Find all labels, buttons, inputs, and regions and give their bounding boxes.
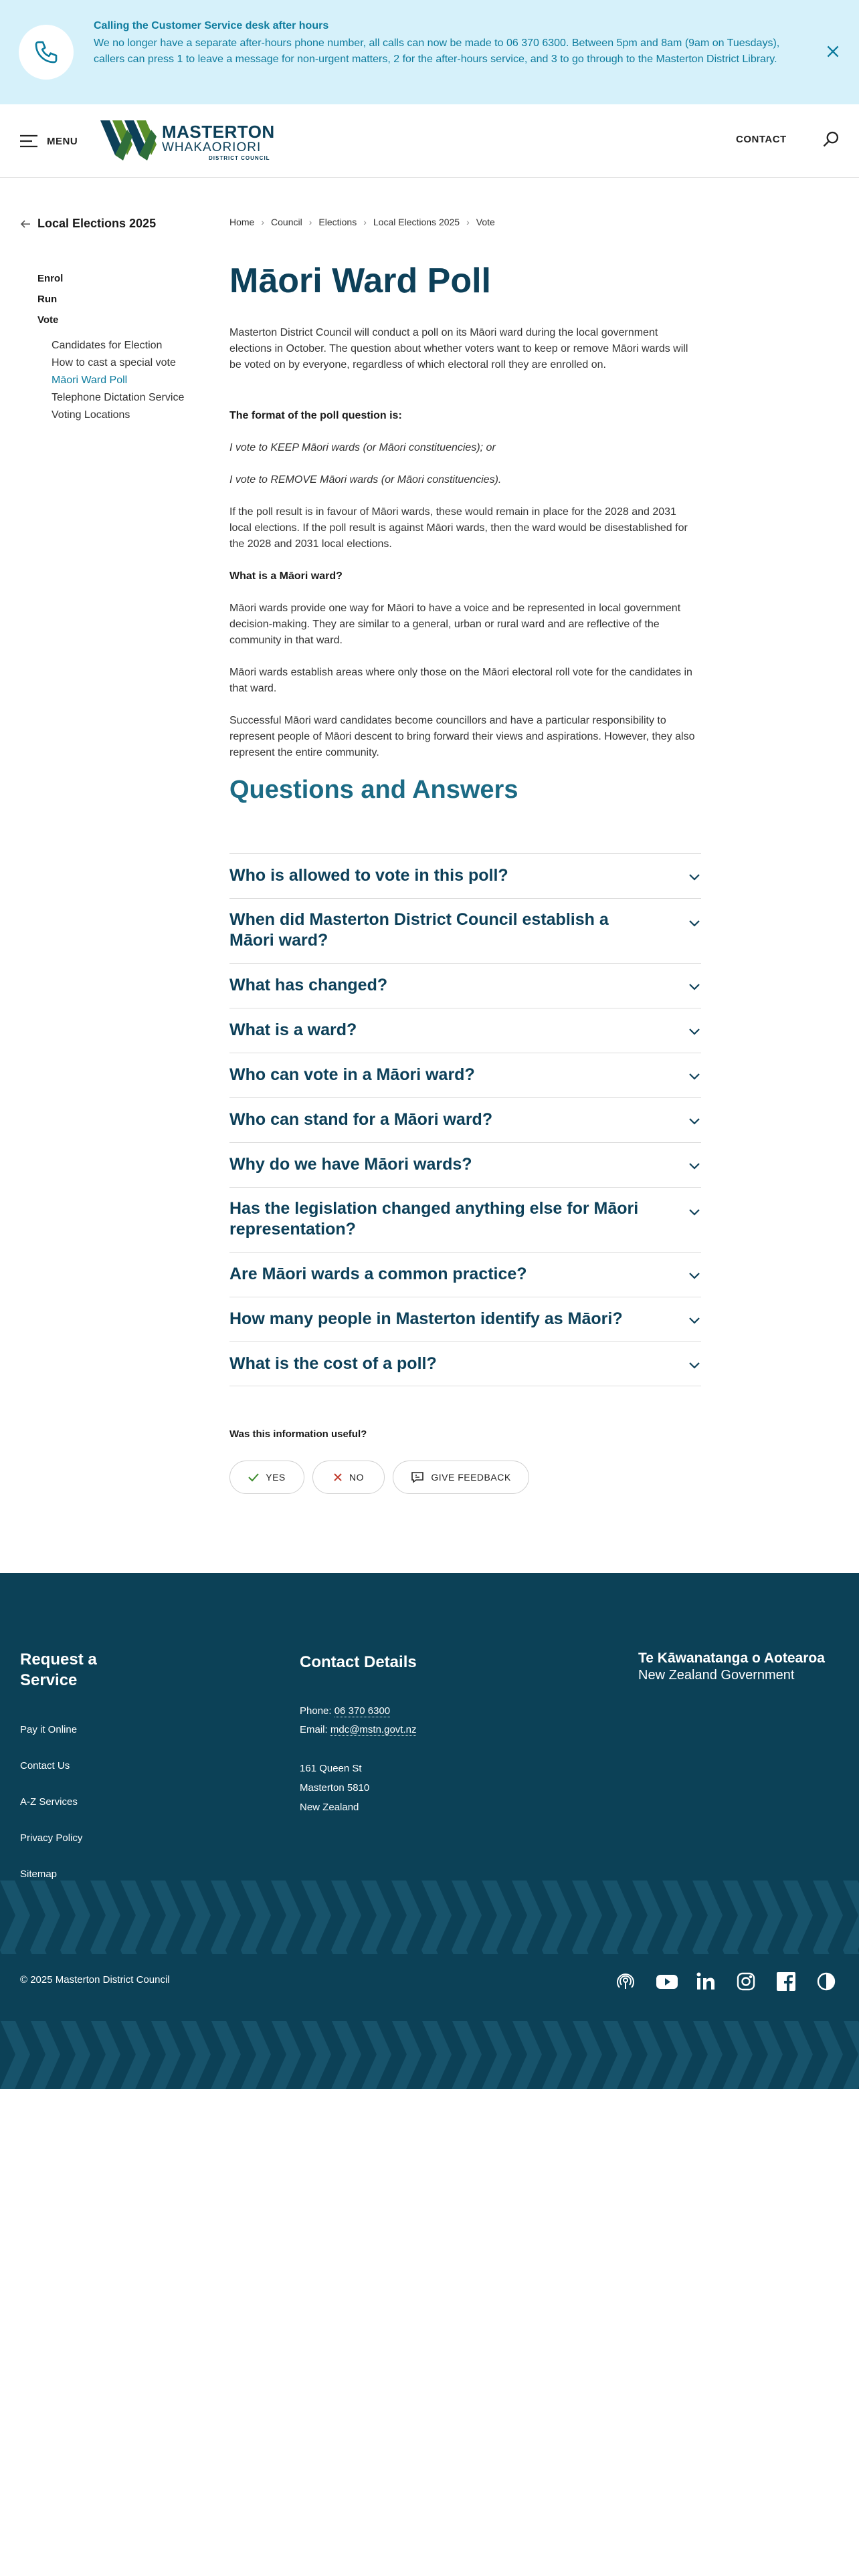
- sidebar-back-link[interactable]: [20, 217, 156, 231]
- logo-line1: MASTERTON: [162, 122, 275, 142]
- faq-item[interactable]: [229, 963, 701, 1008]
- format-heading: The format of the poll question is:: [229, 410, 402, 421]
- faq-item[interactable]: [229, 1097, 701, 1142]
- faq-item[interactable]: [229, 1297, 701, 1341]
- intro-paragraph: Masterton District Council will conduct a poll on its Māori ward during the local government elections in October. The question about whether voters want to keep or remove Māori wards will be voted on by everyone, regardless of which electoral roll they are enrolled on.: [229, 327, 688, 370]
- menu-label: MENU: [47, 135, 78, 147]
- phone-link[interactable]: 06 370 6300: [334, 1705, 391, 1717]
- faq-question: Who is allowed to vote in this poll?: [229, 866, 508, 885]
- chevron-down-icon: [688, 1069, 701, 1083]
- sidebar-item-telephone-dictation[interactable]: Telephone Dictation Service: [52, 392, 185, 403]
- faq-question: Who can stand for a Māori ward?: [229, 1110, 493, 1129]
- sidebar-item-run[interactable]: Run: [37, 294, 58, 305]
- logo-mark-icon: [100, 120, 159, 160]
- footer-link-az-services[interactable]: A-Z Services: [20, 1796, 78, 1808]
- chevron-down-icon: [688, 916, 701, 930]
- qa-heading: Questions and Answers: [229, 776, 518, 804]
- phone-icon: [33, 39, 60, 66]
- phone-label: Phone:: [300, 1705, 332, 1717]
- faq-question: Why do we have Māori wards?: [229, 1155, 472, 1174]
- youtube-icon[interactable]: [656, 1971, 678, 1992]
- chevron-down-icon: [688, 1205, 701, 1218]
- chevron-down-icon: [688, 1269, 701, 1282]
- podcast-icon[interactable]: [615, 1971, 636, 1992]
- search-icon[interactable]: [822, 130, 840, 148]
- footer-link-pay-online[interactable]: Pay it Online: [20, 1724, 78, 1735]
- faq-item[interactable]: [229, 1341, 701, 1386]
- contact-link[interactable]: CONTACT: [736, 134, 787, 145]
- hamburger-icon: [20, 134, 37, 148]
- address-line: 161 Queen St: [300, 1763, 362, 1774]
- faq-question: What is a ward?: [229, 1021, 357, 1039]
- footer-link-privacy[interactable]: Privacy Policy: [20, 1832, 83, 1844]
- faq-question: Who can vote in a Māori ward?: [229, 1065, 475, 1084]
- faq-item[interactable]: [229, 1187, 701, 1252]
- faq-item[interactable]: [229, 898, 701, 963]
- page-title: Māori Ward Poll: [229, 261, 491, 300]
- breadcrumb-council[interactable]: Council: [271, 217, 302, 227]
- site-logo[interactable]: [100, 120, 281, 162]
- contact-details-heading: Contact Details: [300, 1653, 417, 1671]
- alert-title: Calling the Customer Service desk after hours: [94, 20, 329, 31]
- feedback-yes-label: YES: [266, 1472, 286, 1483]
- footer-email: [300, 1724, 416, 1735]
- faq-question: What is the cost of a poll?: [229, 1354, 437, 1373]
- faq-question: How many people in Masterton identify as Māori?: [229, 1309, 623, 1328]
- facebook-icon[interactable]: [776, 1971, 796, 1992]
- phone-icon-circle: [19, 25, 74, 80]
- site-header: [0, 104, 859, 178]
- breadcrumb-vote: Vote: [476, 217, 495, 227]
- sidebar-item-candidates[interactable]: Candidates for Election: [52, 340, 163, 351]
- breadcrumb-local-elections[interactable]: Local Elections 2025: [373, 217, 460, 227]
- menu-button[interactable]: [20, 131, 78, 151]
- chevron-right-icon: ›: [466, 217, 470, 227]
- arrow-left-icon: [20, 219, 31, 229]
- sidebar-item-voting-locations[interactable]: Voting Locations: [52, 409, 130, 421]
- breadcrumb: [229, 217, 495, 227]
- address-line: New Zealand: [300, 1802, 359, 1813]
- instagram-icon[interactable]: [736, 1971, 756, 1992]
- faq-question: What has changed?: [229, 976, 388, 994]
- maori-ward-paragraph-2: Māori wards establish areas where only those on the Māori electoral roll vote for the candidates in that ward.: [229, 667, 692, 694]
- faq-item[interactable]: [229, 1008, 701, 1053]
- poll-option-remove: I vote to REMOVE Māori wards (or Māori constituencies).: [229, 474, 502, 486]
- chevron-down-icon: [688, 1313, 701, 1327]
- chevron-down-icon: [688, 1159, 701, 1172]
- alert-body: We no longer have a separate after-hours phone number, all calls can now be made to 06 370 6300. Between 5pm and 8am (9am on Tuesdays), callers can press 1 to leave a message for non-urgent matters, 2 for the after-hours service, and 3 to go through to the Masterton District Library.: [94, 37, 780, 65]
- feedback-no-label: NO: [349, 1472, 364, 1483]
- request-service-heading: Request a Service: [20, 1650, 97, 1689]
- footer-link-sitemap[interactable]: Sitemap: [20, 1868, 58, 1880]
- faq-question: Are Māori wards a common practice?: [229, 1265, 527, 1283]
- close-icon[interactable]: [824, 43, 842, 60]
- logo-line2: WHAKAORIORI: [162, 140, 262, 154]
- sidebar-item-enrol[interactable]: Enrol: [37, 273, 64, 284]
- contrast-icon[interactable]: [816, 1971, 836, 1992]
- faq-item[interactable]: [229, 1142, 701, 1187]
- give-feedback-label: GIVE FEEDBACK: [431, 1472, 511, 1483]
- breadcrumb-home[interactable]: Home: [229, 217, 255, 227]
- breadcrumb-elections[interactable]: Elections: [318, 217, 357, 227]
- alert-banner: [0, 0, 859, 104]
- sidebar-item-maori-ward-poll[interactable]: Māori Ward Poll: [52, 374, 128, 386]
- address-line: Masterton 5810: [300, 1782, 370, 1794]
- chevron-down-icon: [688, 870, 701, 883]
- maori-ward-paragraph-1: Māori wards provide one way for Māori to have a voice and be represented in local government decision-making. They are similar to a general, urban or rural ward and are reflective of the community in that ward.: [229, 603, 681, 646]
- sidebar-item-special-vote[interactable]: How to cast a special vote: [52, 357, 176, 368]
- chevron-down-icon: [688, 1114, 701, 1128]
- site-footer: [0, 1573, 859, 2089]
- linkedin-icon[interactable]: [696, 1971, 716, 1992]
- footer-phone: [300, 1705, 390, 1717]
- cross-icon: [333, 1473, 343, 1482]
- feedback-no-button[interactable]: [312, 1461, 385, 1494]
- nz-government-logo-line1[interactable]: Te Kāwanatanga o Aotearoa: [638, 1650, 825, 1666]
- chevron-down-icon: [688, 1358, 701, 1372]
- faq-question: When did Masterton District Council establish a Māori ward?: [229, 910, 609, 950]
- feedback-yes-button[interactable]: [229, 1461, 304, 1494]
- sidebar-item-vote[interactable]: Vote: [37, 314, 59, 326]
- nz-government-logo-line2[interactable]: New Zealand Government: [638, 1668, 795, 1683]
- faq-item[interactable]: [229, 853, 701, 898]
- faq-item[interactable]: [229, 1053, 701, 1097]
- faq-item[interactable]: [229, 1252, 701, 1297]
- feedback-icon: [411, 1471, 424, 1483]
- logo-line3: DISTRICT COUNCIL: [209, 155, 270, 161]
- email-link[interactable]: mdc@mstn.govt.nz: [330, 1724, 417, 1735]
- maori-ward-paragraph-3: Successful Māori ward candidates become councillors and have a particular responsibility to represent people of Māori descent to bring forward their views and aspirations. However, they also represent the entire community.: [229, 715, 695, 758]
- chevron-right-icon: ›: [363, 217, 367, 227]
- sidebar-title: Local Elections 2025: [37, 217, 157, 230]
- faq-question: Has the legislation changed anything else for Māori representation?: [229, 1199, 639, 1239]
- maori-ward-heading: What is a Māori ward?: [229, 570, 343, 582]
- poll-result-paragraph: If the poll result is in favour of Māori wards, these would remain in place for the 2028 and 2031 local elections. If the poll result is against Māori wards, then the ward would be disestablished for the 2028 and 2031 local elections.: [229, 506, 688, 550]
- give-feedback-button[interactable]: [393, 1461, 529, 1494]
- copyright: © 2025 Masterton District Council: [20, 1974, 170, 1985]
- check-icon: [248, 1473, 259, 1482]
- feedback-question: Was this information useful?: [229, 1428, 367, 1440]
- chevron-down-icon: [688, 1025, 701, 1038]
- chevron-right-icon: ›: [308, 217, 312, 227]
- chevron-right-icon: ›: [261, 217, 265, 227]
- chevron-down-icon: [688, 980, 701, 993]
- footer-link-contact-us[interactable]: Contact Us: [20, 1760, 70, 1772]
- email-label: Email:: [300, 1724, 328, 1735]
- poll-option-keep: I vote to KEEP Māori wards (or Māori constituencies); or: [229, 442, 496, 453]
